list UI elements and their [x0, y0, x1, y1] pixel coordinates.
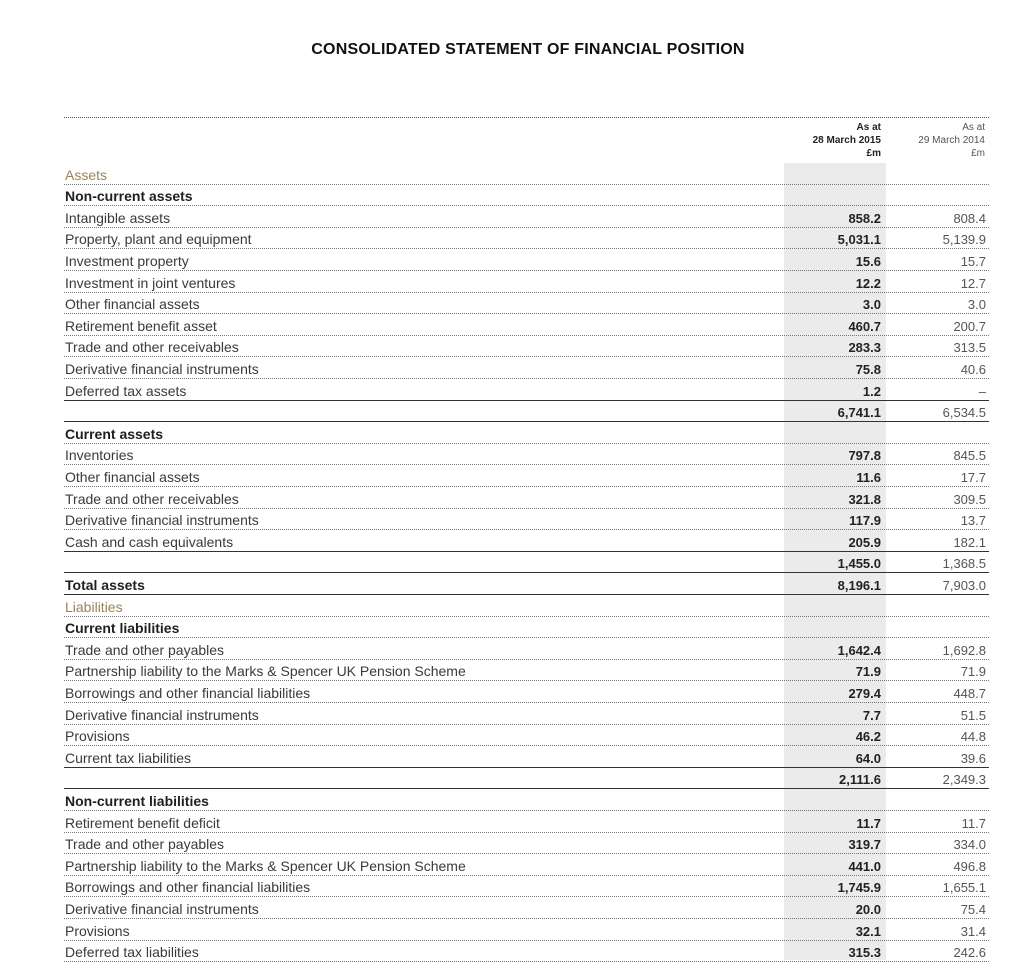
- table-row: [64, 249, 989, 271]
- table-row: [64, 293, 989, 315]
- value-2014: 1,692.8: [942, 642, 986, 658]
- value-2014: 12.7: [960, 275, 986, 291]
- value-2014: 313.5: [953, 340, 986, 356]
- row-label: Property, plant and equipment: [65, 231, 252, 248]
- value-2014: 17.7: [960, 469, 986, 485]
- row-label: Current tax liabilities: [65, 749, 192, 766]
- value-2015: 315.3: [848, 945, 881, 961]
- value-2015: 279.4: [848, 685, 881, 701]
- value-2014: 44.8: [960, 729, 986, 745]
- value-2014: 11.7: [961, 815, 986, 831]
- table-row: [64, 573, 989, 595]
- table-row: [64, 401, 989, 423]
- row-label: Partnership liability to the Marks & Spencer UK Pension Scheme: [65, 857, 466, 874]
- row-label: Current assets: [65, 425, 164, 442]
- table-row: [64, 509, 989, 531]
- row-label: Derivative financial instruments: [65, 706, 259, 723]
- row-label: Liabilities: [65, 598, 123, 615]
- value-2014: 71.9: [960, 664, 986, 680]
- value-2015: 2,111.6: [839, 772, 881, 788]
- row-label: Provisions: [65, 728, 130, 745]
- table-row: [64, 530, 989, 552]
- value-2014: 75.4: [960, 901, 986, 917]
- table-row: [64, 919, 989, 941]
- table-row: [64, 617, 989, 639]
- value-2015: 75.8: [855, 361, 881, 377]
- table-row: [64, 941, 989, 962]
- value-2015: 5,031.1: [837, 232, 881, 248]
- row-label: Trade and other receivables: [65, 339, 239, 356]
- value-2014: 242.6: [953, 945, 986, 961]
- row-label: Total assets: [65, 576, 145, 593]
- row-label: Provisions: [65, 922, 130, 939]
- table-row: [64, 638, 989, 660]
- value-2014: 845.5: [953, 448, 986, 464]
- value-2015: 1,642.4: [837, 642, 881, 658]
- table-row: [64, 725, 989, 747]
- value-2014: 40.6: [960, 361, 986, 377]
- table-row: [64, 768, 989, 790]
- value-2015: 319.7: [848, 837, 881, 853]
- header-as-at: As at: [962, 122, 985, 133]
- row-label: Trade and other payables: [65, 641, 225, 658]
- row-label: Cash and cash equivalents: [65, 533, 234, 550]
- value-2015: 858.2: [848, 210, 881, 226]
- table-row: [64, 789, 989, 811]
- value-2015: 3.0: [862, 297, 881, 313]
- value-2014: 334.0: [953, 837, 986, 853]
- table-row: [64, 811, 989, 833]
- table-row: [64, 487, 989, 509]
- value-2014: 31.4: [960, 923, 986, 939]
- row-label: Trade and other payables: [65, 836, 225, 853]
- value-2015: 64.0: [855, 750, 881, 766]
- value-2014: 6,534.5: [942, 405, 986, 421]
- row-label: Deferred tax liabilities: [65, 944, 199, 961]
- value-2014: 5,139.9: [942, 232, 986, 248]
- value-2014: 1,368.5: [942, 556, 986, 572]
- value-2015: 441.0: [848, 858, 881, 874]
- header-date: 29 March 2014: [918, 135, 985, 146]
- table-row: [64, 897, 989, 919]
- table-row: [64, 206, 989, 228]
- table-row: [64, 228, 989, 250]
- value-2015: 205.9: [848, 534, 881, 550]
- value-2014: 39.6: [960, 750, 986, 766]
- page-title: CONSOLIDATED STATEMENT OF FINANCIAL POSITION: [311, 41, 745, 58]
- value-2014: 808.4: [953, 210, 986, 226]
- value-2014: 15.7: [960, 253, 986, 269]
- value-2015: 20.0: [855, 901, 881, 917]
- value-2014: 309.5: [953, 491, 986, 507]
- value-2015: 1.2: [862, 383, 881, 399]
- header-unit: £m: [971, 148, 985, 159]
- row-label: Borrowings and other financial liabilities: [65, 684, 311, 701]
- row-label: Non-current assets: [65, 188, 193, 205]
- table-row: [64, 660, 989, 682]
- value-2015: 11.6: [856, 469, 881, 485]
- row-label: Derivative financial instruments: [65, 900, 259, 917]
- row-label: Retirement benefit deficit: [65, 814, 220, 831]
- row-label: Trade and other receivables: [65, 490, 239, 507]
- value-2015: 32.1: [855, 923, 881, 939]
- row-label: Current liabilities: [65, 620, 180, 637]
- value-2014: 13.7: [960, 513, 986, 529]
- row-label: Investment property: [65, 252, 189, 269]
- value-2015: 283.3: [848, 340, 881, 356]
- value-2015: 7.7: [862, 707, 881, 723]
- row-label: Deferred tax assets: [65, 382, 187, 399]
- row-label: Retirement benefit asset: [65, 317, 217, 334]
- value-2014: 51.5: [960, 707, 986, 723]
- row-label: Borrowings and other financial liabilities: [65, 879, 311, 896]
- table-row: [64, 552, 989, 574]
- row-label: Derivative financial instruments: [65, 512, 259, 529]
- table-row: [64, 379, 989, 401]
- table-row: [64, 185, 989, 207]
- value-2014: 7,903.0: [942, 577, 986, 593]
- table-row: [64, 357, 989, 379]
- row-label: Non-current liabilities: [65, 792, 209, 809]
- row-label: Investment in joint ventures: [65, 274, 236, 291]
- value-2015: 1,745.9: [837, 880, 881, 896]
- value-2015: 321.8: [848, 491, 881, 507]
- value-2015: 12.2: [855, 275, 881, 291]
- value-2015: 71.9: [855, 664, 881, 680]
- table-row: [64, 163, 989, 185]
- table-row: [64, 681, 989, 703]
- row-label: Partnership liability to the Marks & Spencer UK Pension Scheme: [65, 663, 466, 680]
- value-2014: 496.8: [953, 858, 986, 874]
- value-2014: 182.1: [953, 534, 986, 550]
- value-2014: 448.7: [953, 685, 986, 701]
- row-label: Assets: [65, 166, 108, 183]
- table-row: [64, 746, 989, 768]
- value-2014: 2,349.3: [942, 772, 986, 788]
- row-label: Other financial assets: [65, 468, 200, 485]
- header-unit: £m: [866, 148, 881, 159]
- value-2014: 200.7: [953, 318, 986, 334]
- row-label: Inventories: [65, 447, 134, 464]
- table-row: [64, 444, 989, 466]
- table-row: [64, 833, 989, 855]
- row-label: Intangible assets: [65, 209, 171, 226]
- value-2015: 15.6: [855, 253, 881, 269]
- table-row: [64, 703, 989, 725]
- value-2015: 46.2: [855, 729, 881, 745]
- value-2015: 797.8: [848, 448, 881, 464]
- table-row: [64, 465, 989, 487]
- column-header-2014: [890, 121, 985, 160]
- value-2014: 3.0: [967, 297, 986, 313]
- value-2014: –: [978, 383, 986, 399]
- value-2014: 1,655.1: [942, 880, 986, 896]
- table-row: [64, 876, 989, 898]
- table-row: [64, 595, 989, 617]
- value-2015: 11.7: [856, 815, 881, 831]
- column-header-2015: [790, 121, 881, 160]
- table-row: [64, 422, 989, 444]
- table-row: [64, 314, 989, 336]
- row-label: Other financial assets: [65, 296, 200, 313]
- value-2015: 460.7: [848, 318, 881, 334]
- table-row: [64, 271, 989, 293]
- header-divider: [64, 117, 989, 118]
- table-row: [64, 336, 989, 358]
- value-2015: 6,741.1: [837, 405, 881, 421]
- value-2015: 1,455.0: [837, 556, 881, 572]
- header-as-at: As at: [856, 122, 881, 133]
- value-2015: 117.9: [849, 513, 881, 529]
- value-2015: 8,196.1: [837, 577, 881, 593]
- row-label: Derivative financial instruments: [65, 360, 259, 377]
- header-date: 28 March 2015: [812, 135, 881, 146]
- table-row: [64, 854, 989, 876]
